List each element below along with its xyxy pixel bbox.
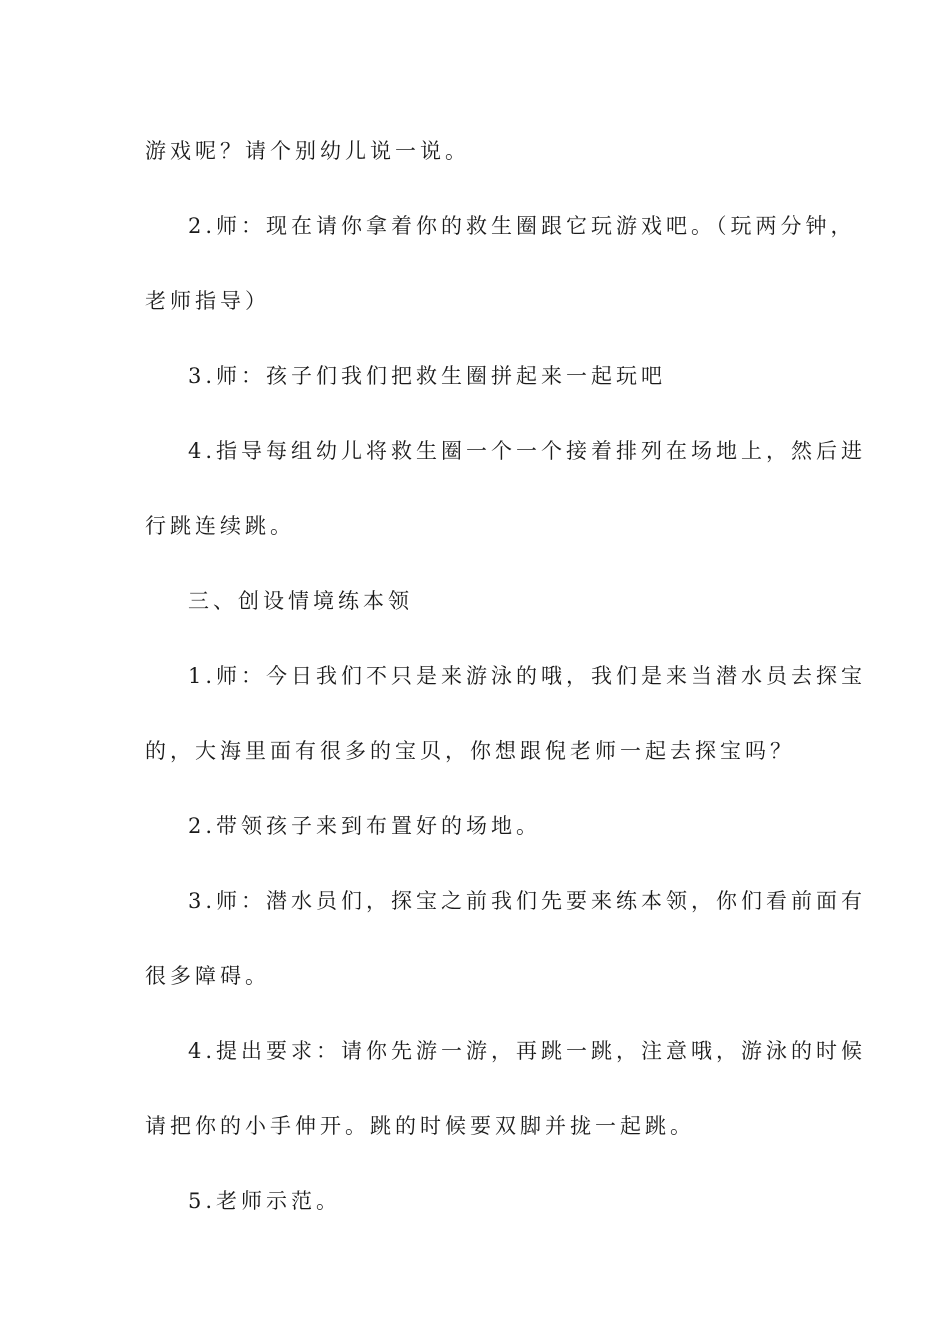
text-line-14: 请把你的小手伸开。跳的时候要双脚并拢一起跳。: [145, 1114, 695, 1138]
text-line-13: 4.提出要求：请你先游一游，再跳一跳，注意哦，游泳的时候: [188, 1039, 867, 1063]
text-line-6: 行跳连续跳。: [145, 514, 295, 538]
text-line-5: 4.指导每组幼儿将救生圈一个一个接着排列在场地上，然后进: [188, 439, 867, 463]
text-line-10: 2.带领孩子来到布置好的场地。: [188, 814, 542, 838]
text-line-12: 很多障碍。: [145, 964, 270, 988]
text-line-9: 的，大海里面有很多的宝贝，你想跟倪老师一起去探宝吗？: [145, 739, 795, 763]
text-line-2: 2.师：现在请你拿着你的救生圈跟它玩游戏吧。（玩两分钟，: [188, 214, 856, 238]
text-line-15: 5.老师示范。: [188, 1189, 342, 1213]
section-heading: 三、创设情境练本领: [188, 589, 413, 613]
text-line-4: 3.师：孩子们我们把救生圈拼起来一起玩吧: [188, 364, 667, 388]
text-line-11: 3.师：潜水员们，探宝之前我们先要来练本领，你们看前面有: [188, 889, 867, 913]
text-line-8: 1.师：今日我们不只是来游泳的哦，我们是来当潜水员去探宝: [188, 664, 867, 688]
text-line-3: 老师指导）: [145, 289, 270, 313]
text-line-1: 游戏呢？请个别幼儿说一说。: [145, 139, 470, 163]
